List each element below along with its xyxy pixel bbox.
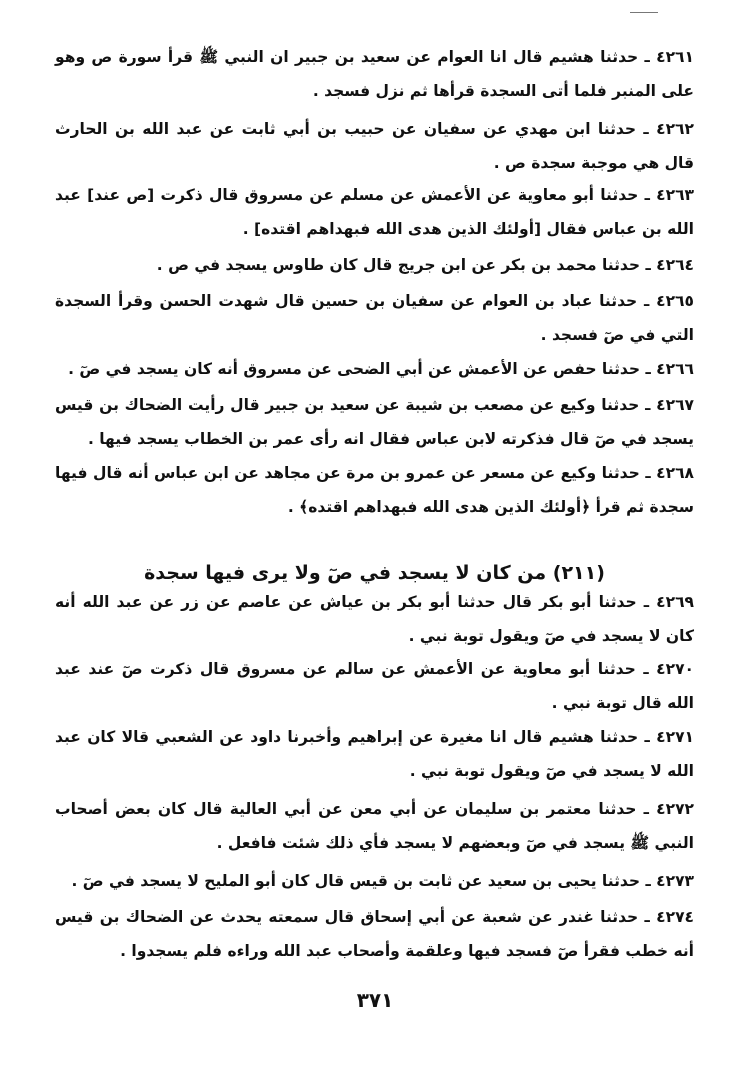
hadith-separator: ـ: [644, 186, 650, 204]
hadith-separator: ـ: [645, 872, 651, 890]
chapter-heading: (٢١١) من كان لا يسجد في صٓ ولا يرى فيها سجدة: [144, 562, 605, 584]
hadith-4262: [55, 112, 694, 180]
hadith-number: ٤٢٦٩: [656, 593, 695, 611]
hadith-text: حدثنا عباد بن العوام عن سفيان بن حسين قال شهدت الحسن وقرأ السجدة التي في صٓ فسجد .: [55, 292, 694, 344]
hadith-4268: [55, 456, 694, 524]
hadith-4269: [55, 585, 694, 653]
top-rule: [630, 12, 658, 14]
hadith-4265: [55, 284, 694, 352]
hadith-4272: [55, 792, 694, 860]
hadith-separator: ـ: [643, 120, 649, 138]
page-number: ٣٧١: [356, 988, 394, 1012]
hadith-4261: [55, 40, 694, 108]
hadith-number: ٤٢٦٧: [656, 396, 694, 414]
hadith-number: ٤٢٧٢: [656, 800, 695, 818]
hadith-4271: [55, 720, 694, 788]
hadith-4264: [55, 248, 694, 282]
hadith-separator: ـ: [643, 800, 649, 818]
hadith-text: حدثنا أبو بكر قال حدثنا أبو بكر بن عياش عن عاصم عن زر عن عبد الله أنه كان لا يسجد في صٓ ويقول توبة نبي .: [55, 593, 694, 645]
hadith-separator: ـ: [644, 48, 650, 66]
hadith-number: ٤٢٦٦: [656, 360, 694, 378]
hadith-number: ٤٢٧٠: [656, 660, 695, 678]
hadith-number: ٤٢٦٥: [656, 292, 694, 310]
hadith-separator: ـ: [644, 908, 650, 926]
hadith-separator: ـ: [645, 360, 651, 378]
hadith-separator: ـ: [644, 292, 650, 310]
hadith-separator: ـ: [645, 396, 651, 414]
hadith-number: ٤٢٦٢: [656, 120, 694, 138]
hadith-4273: [55, 864, 694, 898]
hadith-number: ٤٢٧٤: [656, 908, 694, 926]
hadith-number: ٤٢٦٤: [656, 256, 694, 274]
hadith-number: ٤٢٦٨: [656, 464, 694, 482]
hadith-number: ٤٢٦١: [656, 48, 694, 66]
hadith-separator: ـ: [644, 728, 650, 746]
hadith-text: حدثنا هشيم قال انا العوام عن سعيد بن جبير ان النبي ﷺ قرأ سورة ص وهو على المنبر فلما أتى السجدة قرأها ثم نزل فسجد .: [55, 48, 694, 100]
hadith-text: حدثنا وكيع عن مسعر عن عمرو بن مرة عن مجاهد عن ابن عباس أنه قال فيها سجدة ثم قرأ ﴿أولئك الذين هدى الله فبهداهم اقتده﴾ .: [55, 464, 694, 516]
hadith-separator: ـ: [645, 256, 651, 274]
hadith-4263: [55, 178, 694, 246]
hadith-4266: [55, 352, 694, 386]
hadith-text: حدثنا محمد بن بكر عن ابن جريج قال كان طاوس يسجد في ص .: [156, 256, 641, 274]
hadith-separator: ـ: [645, 464, 651, 482]
hadith-text: حدثنا ابن مهدي عن سفيان عن حبيب بن أبي ثابت عن عبد الله بن الحارث قال هي موجبة سجدة ص .: [55, 120, 694, 172]
hadith-text: حدثنا يحيى بن سعيد عن ثابت بن قيس قال كان أبو المليح لا يسجد في صٓ .: [71, 872, 641, 890]
hadith-text: حدثنا هشيم قال انا مغيرة عن إبراهيم وأخبرنا داود عن الشعبي قالا كان عبد الله لا يسجد في صٓ ويقول توبة نبي .: [55, 728, 694, 780]
hadith-text: حدثنا وكيع عن مصعب بن شيبة عن سعيد بن جبير قال رأيت الضحاك بن قيس يسجد في صٓ قال فذكرته لابن عباس فقال انه رأى عمر بن الخطاب يسجد فيها .: [55, 396, 694, 448]
hadith-text: حدثنا معتمر بن سليمان عن أبي معن عن أبي العالية قال كان بعض أصحاب النبي ﷺ يسجد في صٓ وبعضهم لا يسجد فأي ذلك شئت فافعل .: [55, 800, 694, 852]
hadith-text: حدثنا أبو معاوية عن الأعمش عن مسلم عن مسروق قال ذكرت [ص عند] عبد الله بن عباس فقال [أولئك الذين هدى الله فبهداهم اقتده] .: [55, 186, 694, 238]
hadith-4274: [55, 900, 694, 968]
hadith-text: حدثنا حفص عن الأعمش عن أبي الضحى عن مسروق أنه كان يسجد في صٓ .: [68, 360, 641, 378]
hadith-number: ٤٢٧١: [656, 728, 694, 746]
hadith-separator: ـ: [643, 660, 649, 678]
hadith-text: حدثنا أبو معاوية عن الأعمش عن سالم عن مسروق قال ذكرت صٓ عند عبد الله قال توبة نبي .: [55, 660, 694, 712]
hadith-4267: [55, 388, 694, 456]
hadith-number: ٤٢٦٣: [656, 186, 695, 204]
hadith-text: حدثنا غندر عن شعبة عن أبي إسحاق قال سمعته يحدث عن الضحاك بن قيس أنه خطب فقرأ صٓ فسجد فيها وعلقمة وأصحاب عبد الله وراءه فلم يسجدوا .: [55, 908, 694, 960]
hadith-number: ٤٢٧٣: [656, 872, 694, 890]
hadith-4270: [55, 652, 694, 720]
hadith-separator: ـ: [643, 593, 650, 611]
